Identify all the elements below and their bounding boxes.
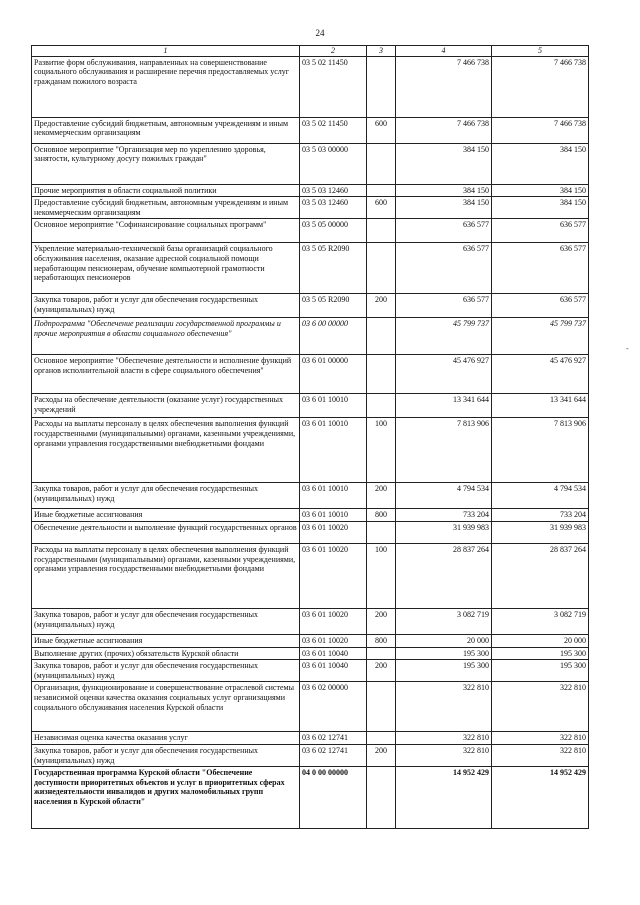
amount-cell-2: 636 577 — [492, 243, 589, 294]
table-row — [32, 243, 589, 294]
amount-cell-2: 14 952 429 — [492, 767, 589, 829]
amount-cell-2: 384 150 — [492, 184, 589, 197]
code-cell: 03 6 01 10040 — [300, 660, 367, 682]
item-name-cell: Закупка товаров, работ и услуг для обеспечения государственных (муниципальных) нужд — [32, 744, 300, 766]
amount-cell: 733 204 — [396, 509, 492, 522]
table-row — [32, 219, 589, 243]
item-name-cell: Расходы на обеспечение деятельности (оказание услуг) государственных учреждений — [32, 394, 300, 418]
amount-cell: 45 476 927 — [396, 355, 492, 394]
amount-cell: 14 952 429 — [396, 767, 492, 829]
item-name-cell: Основное мероприятие "Организация мер по укреплению здоровья, занятости, культурному досугу пожилых граждан" — [32, 143, 300, 184]
item-name-cell: Расходы на выплаты персоналу в целях обеспечения выполнения функций государственными (муниципальными) органами, казенными учреждениями, органами управления государственными внебюджетными фондами — [32, 543, 300, 608]
code-cell: 03 6 01 10010 — [300, 483, 367, 509]
amount-cell: 45 799 737 — [396, 318, 492, 355]
code-cell: 03 6 01 10010 — [300, 394, 367, 418]
amount-cell: 31 939 983 — [396, 521, 492, 543]
item-name-cell: Выполнение других (прочих) обязательств Курской области — [32, 647, 300, 660]
amount-cell-2: 28 837 264 — [492, 543, 589, 608]
table-row — [32, 660, 589, 682]
table-row — [32, 394, 589, 418]
expense-type-cell: 200 — [367, 483, 396, 509]
amount-cell-2: 4 794 534 — [492, 483, 589, 509]
code-cell: 03 5 02 11450 — [300, 56, 367, 117]
header-col-5: 5 — [492, 46, 589, 57]
code-cell: 04 0 00 00000 — [300, 767, 367, 829]
item-name-cell: Закупка товаров, работ и услуг для обеспечения государственных (муниципальных) нужд — [32, 660, 300, 682]
table-row — [32, 767, 589, 829]
expense-type-cell — [367, 682, 396, 732]
table-row — [32, 647, 589, 660]
header-row — [32, 46, 589, 57]
header-col-4: 4 — [396, 46, 492, 57]
item-name-cell: Закупка товаров, работ и услуг для обеспечения государственных (муниципальных) нужд — [32, 483, 300, 509]
expense-type-cell: 600 — [367, 197, 396, 219]
amount-cell: 195 300 — [396, 647, 492, 660]
code-cell: 03 5 02 11450 — [300, 117, 367, 143]
amount-cell: 7 466 738 — [396, 117, 492, 143]
amount-cell: 13 341 644 — [396, 394, 492, 418]
amount-cell: 28 837 264 — [396, 543, 492, 608]
table-row — [32, 483, 589, 509]
amount-cell-2: 7 466 738 — [492, 117, 589, 143]
code-cell: 03 6 01 10020 — [300, 634, 367, 647]
item-name-cell: Развитие форм обслуживания, направленных на совершенствование социального обслуживания и расширение перечня предоставляемых услуг гражданам пожилого возраста — [32, 56, 300, 117]
expense-type-cell — [367, 56, 396, 117]
amount-cell: 322 810 — [396, 682, 492, 732]
table-row — [32, 117, 589, 143]
item-name-cell: Предоставление субсидий бюджетным, автономным учреждениям и иным некоммерческим организациям — [32, 117, 300, 143]
item-name-cell: Закупка товаров, работ и услуг для обеспечения государственных (муниципальных) нужд — [32, 294, 300, 318]
expense-type-cell — [367, 219, 396, 243]
expense-type-cell — [367, 394, 396, 418]
item-name-cell: Иные бюджетные ассигнования — [32, 509, 300, 522]
amount-cell-2: 7 466 738 — [492, 56, 589, 117]
table-body — [32, 56, 589, 829]
table-row — [32, 143, 589, 184]
table-row — [32, 318, 589, 355]
item-name-cell: Закупка товаров, работ и услуг для обеспечения государственных (муниципальных) нужд — [32, 608, 300, 634]
amount-cell-2: 322 810 — [492, 744, 589, 766]
code-cell: 03 6 01 10010 — [300, 418, 367, 483]
amount-cell-2: 733 204 — [492, 509, 589, 522]
amount-cell: 7 466 738 — [396, 56, 492, 117]
table-row — [32, 634, 589, 647]
table-row — [32, 682, 589, 732]
expense-type-cell — [367, 767, 396, 829]
amount-cell-2: 20 000 — [492, 634, 589, 647]
code-cell: 03 5 03 12460 — [300, 184, 367, 197]
code-cell: 03 5 05 R2090 — [300, 243, 367, 294]
table-row — [32, 197, 589, 219]
table-row — [32, 355, 589, 394]
table-row — [32, 184, 589, 197]
amount-cell: 322 810 — [396, 732, 492, 745]
code-cell: 03 6 02 12741 — [300, 744, 367, 766]
table-row — [32, 294, 589, 318]
item-name-cell: Прочие мероприятия в области социальной политики — [32, 184, 300, 197]
code-cell: 03 6 01 10010 — [300, 509, 367, 522]
amount-cell: 3 082 719 — [396, 608, 492, 634]
item-name-cell: Основное мероприятие "Софинансирование социальных программ" — [32, 219, 300, 243]
expense-type-cell: 200 — [367, 608, 396, 634]
amount-cell: 7 813 906 — [396, 418, 492, 483]
table-row — [32, 732, 589, 745]
header-col-2: 2 — [300, 46, 367, 57]
amount-cell: 636 577 — [396, 243, 492, 294]
budget-table — [31, 45, 589, 829]
expense-type-cell: 100 — [367, 418, 396, 483]
amount-cell-2: 322 810 — [492, 682, 589, 732]
amount-cell-2: 45 476 927 — [492, 355, 589, 394]
code-cell: 03 5 03 00000 — [300, 143, 367, 184]
amount-cell-2: 195 300 — [492, 647, 589, 660]
amount-cell: 636 577 — [396, 219, 492, 243]
expense-type-cell: 100 — [367, 543, 396, 608]
expense-type-cell — [367, 184, 396, 197]
item-name-cell: Государственная программа Курской области "Обеспечение доступности приоритетных объектов и услуг в приоритетных сферах жизнедеятельности инвалидов и других маломобильных групп населения в Курской области" — [32, 767, 300, 829]
amount-cell-2: 636 577 — [492, 294, 589, 318]
item-name-cell: Независимая оценка качества оказания услуг — [32, 732, 300, 745]
amount-cell-2: 45 799 737 — [492, 318, 589, 355]
code-cell: 03 5 03 12460 — [300, 197, 367, 219]
amount-cell: 384 150 — [396, 143, 492, 184]
expense-type-cell — [367, 521, 396, 543]
code-cell: 03 6 01 10020 — [300, 521, 367, 543]
expense-type-cell — [367, 732, 396, 745]
code-cell: 03 6 01 00000 — [300, 355, 367, 394]
expense-type-cell: 800 — [367, 634, 396, 647]
item-name-cell: Иные бюджетные ассигнования — [32, 634, 300, 647]
code-cell: 03 6 01 10020 — [300, 608, 367, 634]
amount-cell: 4 794 534 — [396, 483, 492, 509]
table-row — [32, 744, 589, 766]
table-row — [32, 608, 589, 634]
code-cell: 03 6 00 00000 — [300, 318, 367, 355]
amount-cell-2: 7 813 906 — [492, 418, 589, 483]
amount-cell: 195 300 — [396, 660, 492, 682]
header-col-3: 3 — [367, 46, 396, 57]
code-cell: 03 6 02 00000 — [300, 682, 367, 732]
expense-type-cell — [367, 355, 396, 394]
code-cell: 03 5 05 00000 — [300, 219, 367, 243]
amount-cell: 636 577 — [396, 294, 492, 318]
expense-type-cell — [367, 318, 396, 355]
item-name-cell: Организация, функционирование и совершенствование отраслевой системы независимой оценки качества оказания социальных услуг организациями социального обслуживания населения Курской области — [32, 682, 300, 732]
amount-cell: 20 000 — [396, 634, 492, 647]
expense-type-cell — [367, 143, 396, 184]
expense-type-cell: 200 — [367, 744, 396, 766]
code-cell: 03 6 01 10020 — [300, 543, 367, 608]
page-number: 24 — [315, 28, 325, 38]
item-name-cell: Обеспечение деятельности и выполнение функций государственных органов — [32, 521, 300, 543]
margin-mark: - — [626, 344, 629, 353]
amount-cell: 384 150 — [396, 197, 492, 219]
amount-cell-2: 384 150 — [492, 143, 589, 184]
expense-type-cell: 200 — [367, 294, 396, 318]
code-cell: 03 5 05 R2090 — [300, 294, 367, 318]
amount-cell-2: 195 300 — [492, 660, 589, 682]
item-name-cell: Расходы на выплаты персоналу в целях обеспечения выполнения функций государственными (муниципальными) органами, казенными учреждениями, органами управления государственными внебюджетными фондами — [32, 418, 300, 483]
code-cell: 03 6 01 10040 — [300, 647, 367, 660]
expense-type-cell — [367, 647, 396, 660]
expense-type-cell: 800 — [367, 509, 396, 522]
amount-cell-2: 13 341 644 — [492, 394, 589, 418]
item-name-cell: Основное мероприятие "Обеспечение деятельности и исполнение функций органов исполнительной власти в сфере социального обеспечения" — [32, 355, 300, 394]
item-name-cell: Укрепление материально-технической базы организаций социального обслуживания населения, оказание адресной социальной помощи неработающим пенсионерам, обучение компьютерной грамотности неработающих пенсионеров — [32, 243, 300, 294]
header-col-1: 1 — [32, 46, 300, 57]
table-row — [32, 56, 589, 117]
amount-cell-2: 3 082 719 — [492, 608, 589, 634]
amount-cell-2: 384 150 — [492, 197, 589, 219]
expense-type-cell — [367, 243, 396, 294]
expense-type-cell: 600 — [367, 117, 396, 143]
amount-cell-2: 31 939 983 — [492, 521, 589, 543]
table-row — [32, 521, 589, 543]
code-cell: 03 6 02 12741 — [300, 732, 367, 745]
table-row — [32, 509, 589, 522]
table-row — [32, 543, 589, 608]
amount-cell: 384 150 — [396, 184, 492, 197]
amount-cell: 322 810 — [396, 744, 492, 766]
table-row — [32, 418, 589, 483]
expense-type-cell: 200 — [367, 660, 396, 682]
amount-cell-2: 636 577 — [492, 219, 589, 243]
amount-cell-2: 322 810 — [492, 732, 589, 745]
item-name-cell: Подпрограмма "Обеспечение реализации государственной программы и прочие мероприятия в области социального обеспечения" — [32, 318, 300, 355]
item-name-cell: Предоставление субсидий бюджетным, автономным учреждениям и иным некоммерческим организациям — [32, 197, 300, 219]
